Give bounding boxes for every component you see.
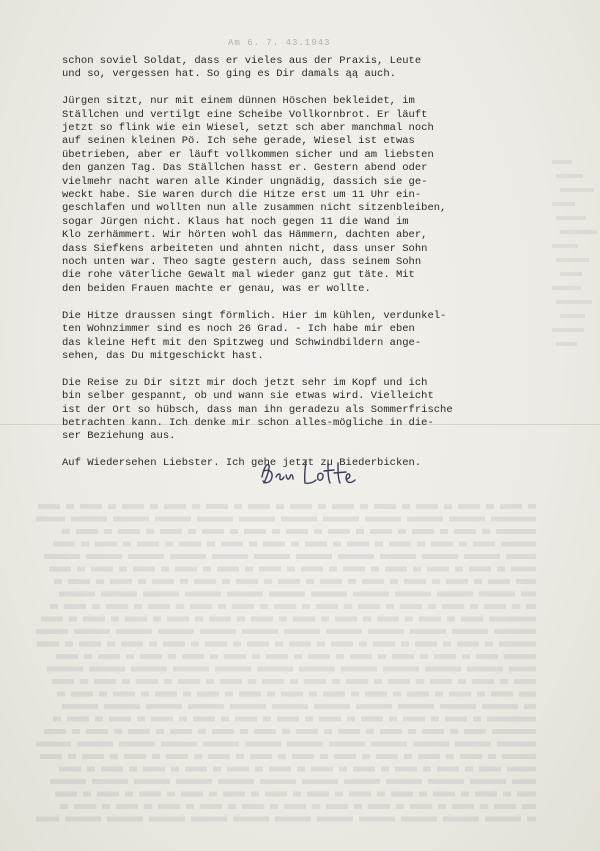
letter-paragraph	[62, 310, 562, 364]
letter-line: und so, vergessen hat. So ging es Dir damals ąą auch.	[62, 68, 396, 81]
letter-line: Die Hitze draussen singt förmlich. Hier im kühlen, verdunkel-	[62, 309, 447, 322]
letter-line: betrachten kann. Ich denke mir schon alles-mögliche in die-	[62, 416, 434, 429]
letter-line: geschlafen und wollten nun alle zusammen nicht sitzenbleiben,	[62, 202, 447, 215]
letter-line: weckt habe. Sie waren durch die Hitze erst um 11 Uhr ein-	[62, 189, 422, 202]
letter-line: ser Beziehung aus.	[62, 430, 176, 443]
letter-line: Jürgen sitzt, nur mit einem dünnen Höschen bekleidet, im	[62, 95, 415, 108]
letter-body	[62, 55, 562, 484]
letter-line: bin selber gespannt, ob und wann sie etwas wird. Vielleicht	[62, 390, 434, 403]
letter-paragraph	[62, 95, 562, 296]
letter-line: den ganzen Tag. Das Ställchen hasst er. Gestern abend oder	[62, 162, 428, 175]
letter-line: sehen, das Du mitgeschickt hast.	[62, 349, 264, 362]
letter-paragraph	[62, 377, 562, 444]
letter-line: Auf Wiedersehen Liebster. Ich gehe jetzt zu Biederbicken.	[62, 457, 422, 470]
letter-line: Klo zerhämmert. Wir hörten wohl das Hämmern, dachten aber,	[62, 229, 428, 242]
letter-line: übetrieben, aber er läuft vollkommen sicher und am liebsten	[62, 148, 434, 161]
letter-line: ten Wohnzimmer sind es noch 26 Grad. - Ich habe mir eben	[62, 323, 415, 336]
margin-bleed-texture	[548, 160, 598, 360]
bleed-through-texture	[36, 498, 536, 828]
letter-line: das kleine Heft mit den Spitzweg und Schwindbildern ange-	[62, 336, 422, 349]
letter-line: sogar Jürgen nicht. Klaus hat noch gegen 11 die Wand im	[62, 215, 409, 228]
letter-line: dass Siefkens arbeiteten und ahnten nicht, dass unser Sohn	[62, 242, 428, 255]
letter-line: jetzt so flink wie ein Wiesel, setzt sch aber manchmal noch	[62, 122, 434, 135]
letter-paragraph	[62, 55, 562, 82]
letter-line: schon soviel Soldat, dass er vieles aus der Praxis, Leute	[62, 55, 422, 67]
letter-line: auf seinen kleinen Pö. Ich sehe gerade, Wiesel ist etwas	[62, 135, 415, 148]
letter-line: die rohe väterliche Gewalt mal wieder ganz gut täte. Mit	[62, 269, 415, 282]
letter-line: vielmehr nacht waren alle Kinder ungnädig, dassich sie ge-	[62, 175, 428, 188]
letter-line: den beiden Frauen machte er genau, was er wollte.	[62, 282, 371, 295]
letter-line: Ställchen und vertilgt eine Scheibe Vollkornbrot. Er läuft	[62, 108, 428, 121]
bleed-through-text	[60, 485, 560, 846]
letter-line: ist der Ort so hübsch, dass man ihn geradezu als Sommerfrische	[62, 403, 453, 416]
letter-line: noch unten war. Theo sagte gestern auch, dass seinem Sohn	[62, 256, 422, 269]
letter-line: Die Reise zu Dir sitzt mir doch jetzt sehr im Kopf und ich	[62, 376, 428, 389]
header-stamp: Am 6. 7. 43.1943	[228, 38, 331, 48]
